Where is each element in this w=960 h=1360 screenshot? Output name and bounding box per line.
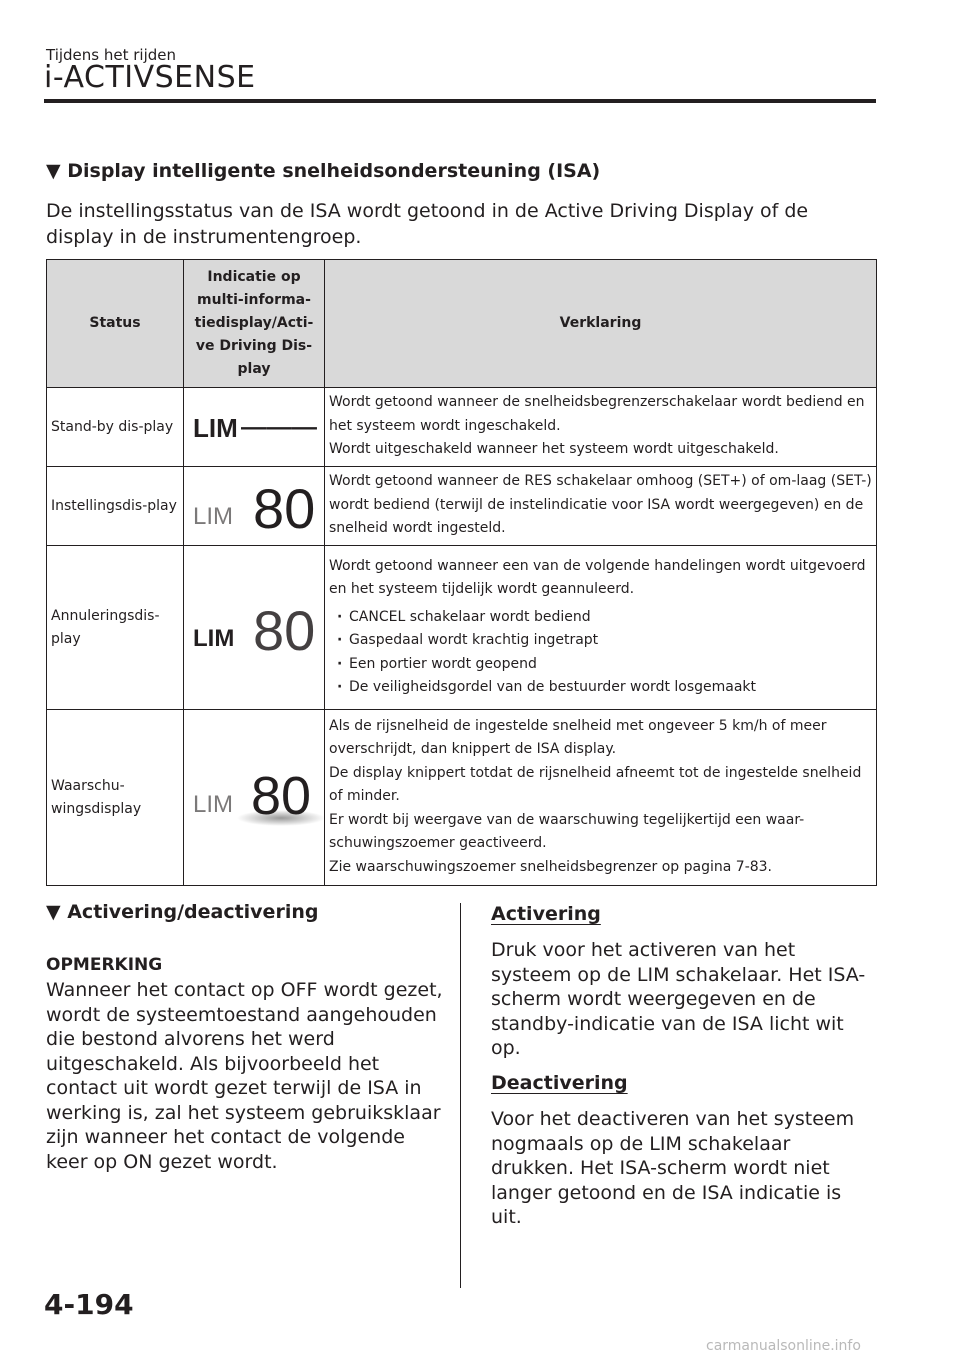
lim-cancel-icon [185, 590, 324, 662]
header-indication: Indicatie op multi-informa-tiedisplay/Acti-ve Driving Dis-play [184, 260, 325, 388]
deactivation-text: Voor het deactiveren van het systeem nogmaals op de LIM schakelaar drukken. Het ISA-scherm wordt niet langer getoond en de ISA indicatie is uit. [491, 1108, 855, 1228]
lim-dashes: ——— [240, 414, 317, 441]
explanation-line: Wordt uitgeschakeld wanneer het systeem wordt uitgeschakeld. [329, 441, 779, 458]
list-item: · Een portier wordt geopend [337, 653, 872, 677]
table-row [47, 546, 877, 710]
note-heading: OPMERKING [46, 955, 163, 975]
lim-standby-icon [185, 395, 324, 455]
explanation-line: Er wordt bij weergave van de waarschuwing tegelijkertijd een waar-schuwingszoemer geactiveerd. [329, 811, 805, 852]
list-item: · Gaspedaal wordt krachtig ingetrapt [337, 629, 872, 653]
section-intro [46, 198, 876, 250]
column-divider [460, 903, 461, 1288]
explanation-line: Wordt getoond wanneer een van de volgende handelingen wordt uitgevoerd en het systeem tijdelijk wordt geannuleerd. [329, 557, 866, 597]
intro-line: display in de instrumentengroep. [46, 226, 362, 248]
row-status: Instellingsdis-play [47, 467, 184, 546]
watermark: carmanualsonline.info [706, 1338, 861, 1354]
row-status: Waarschu-wingsdisplay [47, 710, 184, 886]
page-number: 4-194 [44, 1288, 134, 1321]
header-explanation: Verklaring [325, 260, 877, 388]
row-indicator [184, 710, 325, 886]
lim-label: LIM [192, 503, 233, 530]
row-explanation [325, 710, 877, 886]
speed-value: 80 [250, 765, 311, 826]
speed-value: 80 [252, 477, 315, 540]
explanation-line: Als de rijsnelheid de ingestelde snelheid met ongeveer 5 km/h of meer overschrijdt, dan knippert de ISA display. [329, 717, 827, 758]
row-status: Annuleringsdis-play [47, 546, 184, 710]
explanation-line: Zie waarschuwingszoemer snelheidsbegrenzer op pagina 7-83. [329, 858, 773, 875]
header-rule [44, 99, 876, 103]
lim-label: LIM [192, 413, 238, 443]
lim-label: LIM [192, 624, 234, 652]
explanation-line: Wordt getoond wanneer de snelheidsbegrenzerschakelaar wordt bediend en het systeem wordt ingeschakeld. [329, 394, 865, 434]
row-status: Stand-by dis-play [47, 388, 184, 467]
activation-section-title: ▼ Activering/deactivering [46, 901, 319, 923]
list-item: · CANCEL schakelaar wordt bediend [337, 606, 872, 630]
row-explanation [325, 388, 877, 467]
row-explanation [325, 546, 877, 710]
row-indicator [184, 546, 325, 710]
list-item: · De veiligheidsgordel van de bestuurder wordt losgemaakt [337, 676, 872, 700]
speed-value: 80 [252, 598, 315, 662]
header-status: Status [47, 260, 184, 388]
lim-warning-icon [185, 756, 324, 836]
table-row [47, 710, 877, 886]
running-header-title: i-ACTIVSENSE [44, 60, 256, 95]
table-row [47, 467, 877, 546]
intro-line: De instellingsstatus van de ISA wordt getoond in de Active Driving Display of de [46, 200, 809, 222]
isa-display-table [46, 259, 877, 886]
row-indicator [184, 467, 325, 546]
note-text: Wanneer het contact op OFF wordt gezet, wordt de systeemtoestand aangehouden die bestond alvorens het werd uitgeschakeld. Als bijvoorbeeld het contact uit wordt gezet terwijl de ISA in werking is, zal het systeem gebruiksklaar zijn wanneer het contact de volgende keer op ON gezet wordt. [46, 979, 443, 1173]
explanation-line: De display knippert totdat de rijsnelheid afneemt tot de ingestelde snelheid of minder. [329, 764, 862, 805]
table-header-row [47, 260, 877, 388]
lim-set-icon [185, 468, 324, 540]
explanation-line: Wordt getoond wanneer de RES schakelaar omhoog (SET+) of om-laag (SET-) wordt bediend (terwijl de instelindicatie voor ISA wordt weergegeven) en de snelheid wordt ingesteld. [329, 473, 872, 537]
bullet-list [329, 606, 872, 700]
row-indicator [184, 388, 325, 467]
running-header-section: Tijdens het rijden [46, 46, 177, 64]
row-explanation [325, 467, 877, 546]
activation-text: Druk voor het activeren van het systeem op de LIM schakelaar. Het ISA-scherm wordt weergegeven en de standby-indicatie van de ISA licht wit op. [491, 939, 866, 1059]
deactivation-heading: Deactivering [491, 1072, 628, 1094]
table-row [47, 388, 877, 467]
activation-heading: Activering [491, 903, 601, 925]
section-title: ▼ Display intelligente snelheidsondersteuning (ISA) [46, 160, 601, 182]
lim-label: LIM [192, 790, 233, 818]
